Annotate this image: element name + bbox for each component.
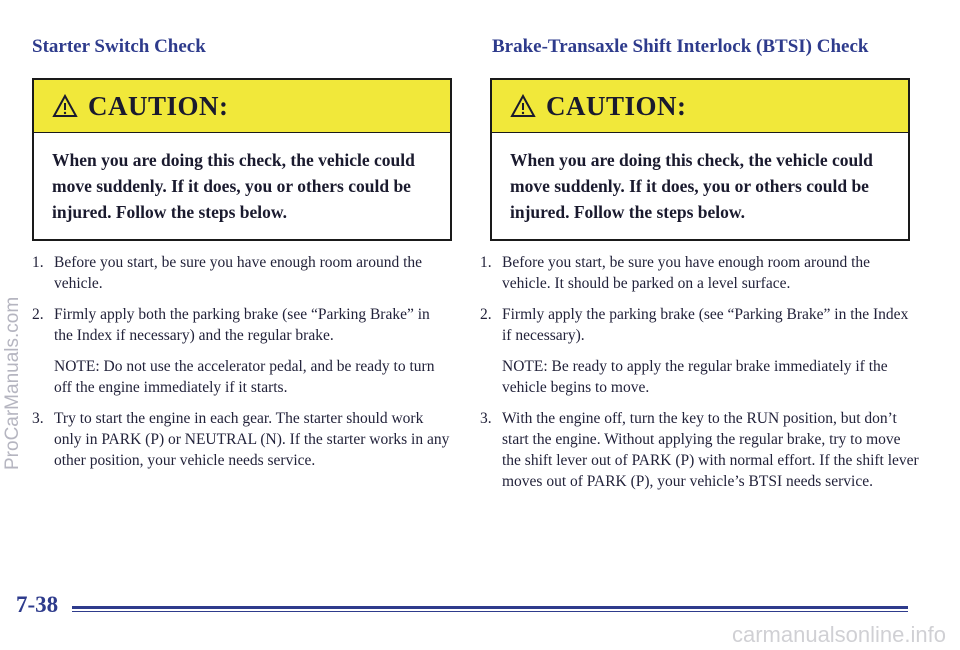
- right-caution-header: [492, 80, 908, 133]
- step-text: With the engine off, turn the key to the RUN position, but don’t start the engine. Without applying the regular brake, try to move the shift lever out of PARK (P) with normal effort. If the shift lever moves out of PARK (P), your vehicle’s BTSI needs service.: [502, 410, 919, 490]
- left-caution-body: When you are doing this check, the vehicle could move suddenly. If it does, you or others could be injured. Follow the steps below.: [52, 150, 415, 222]
- step-number: 2.: [480, 306, 492, 323]
- left-caution-header: [34, 80, 450, 133]
- step-number: 1.: [32, 254, 44, 271]
- left-steps: [32, 252, 452, 481]
- footer-rule-thin: [72, 611, 908, 612]
- step-text: Firmly apply both the parking brake (see “Parking Brake” in the Index if necessary) and the regular brake.: [54, 306, 430, 344]
- right-steps: [480, 252, 920, 502]
- step-number: 3.: [480, 410, 492, 427]
- warning-triangle-icon: [510, 94, 536, 118]
- side-watermark: ProCarManuals.com: [2, 296, 23, 470]
- left-step-1: [32, 252, 452, 294]
- step-number: 1.: [480, 254, 492, 271]
- left-caution-title: CAUTION:: [88, 90, 229, 121]
- footer-rule: [72, 606, 908, 609]
- left-step-2: [32, 304, 452, 346]
- page-number: 7-38: [16, 592, 59, 617]
- right-caution-title: CAUTION:: [546, 90, 687, 121]
- right-step-2: [480, 304, 920, 346]
- bottom-watermark: carmanualsonline.info: [731, 622, 946, 647]
- left-heading: Starter Switch Check: [32, 36, 206, 57]
- right-caution-box: [490, 78, 910, 241]
- step-number: 2.: [32, 306, 44, 323]
- right-caution-body: When you are doing this check, the vehicle could move suddenly. If it does, you or others could be injured. Follow the steps below.: [510, 150, 873, 222]
- warning-triangle-icon: [52, 94, 78, 118]
- left-note: NOTE: Do not use the accelerator pedal, and be ready to turn off the engine immediately if it starts.: [54, 358, 435, 396]
- step-text: Try to start the engine in each gear. The starter should work only in PARK (P) or NEUTRAL (N). If the starter works in any other position, your vehicle needs service.: [54, 410, 450, 469]
- step-text: Before you start, be sure you have enough room around the vehicle. It should be parked on a level surface.: [502, 254, 871, 292]
- right-step-3: [480, 408, 920, 492]
- step-text: Before you start, be sure you have enough room around the vehicle.: [54, 254, 423, 292]
- step-number: 3.: [32, 410, 44, 427]
- right-note: NOTE: Be ready to apply the regular brake immediately if the vehicle begins to move.: [502, 358, 888, 396]
- right-heading: Brake-Transaxle Shift Interlock (BTSI) Check: [492, 36, 869, 57]
- step-text: Firmly apply the parking brake (see “Parking Brake” in the Index if necessary).: [502, 306, 909, 344]
- left-step-3: [32, 408, 452, 471]
- left-caution-box: [32, 78, 452, 241]
- right-step-1: [480, 252, 920, 294]
